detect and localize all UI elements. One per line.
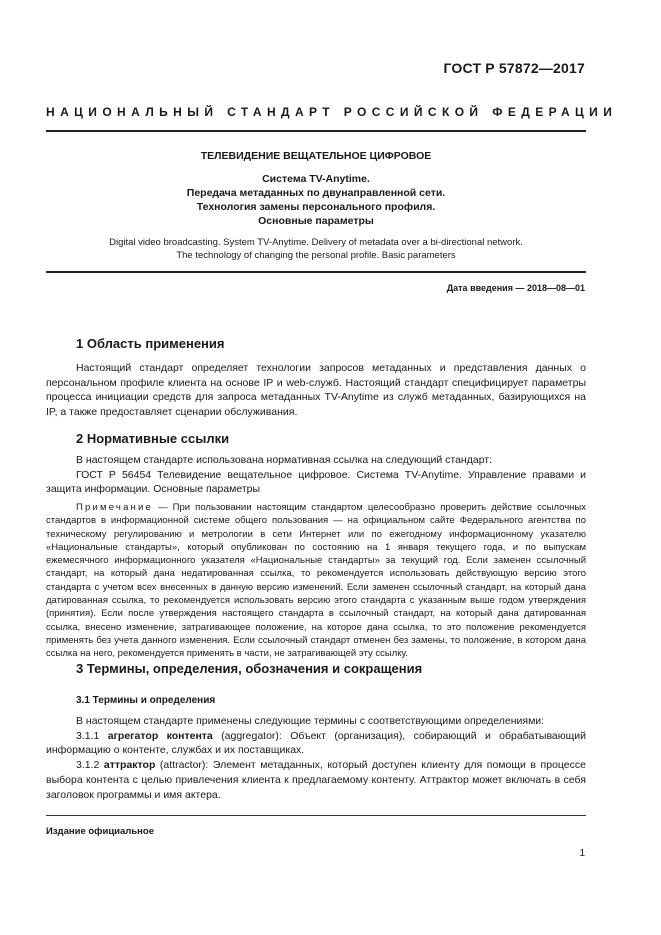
section-3-heading: 3 Термины, определения, обозначения и сокращения [76,661,423,676]
paragraph: Настоящий стандарт определяет технологии запросов метаданных и представления данных о персональном профиле клиента на основе IP и web-служб. Настоящий стандарт специфицирует параметры процесса инициации средств для запроса метаданных TV-Anytime из служб метаданных, базирующихся на IP, а также предоставляет сценарии обслуживания. [46,362,586,419]
section-3-1-heading: 3.1 Термины и определения [76,695,216,706]
en-title [46,236,586,262]
gost-number: ГОСТ Р 57872—2017 [443,60,585,76]
note-text: — При пользовании настоящим стандартом целесообразно проверить действие ссылочных стандартов в информационной системе общего пользования — на официальном сайте Федерального агентства по техническому регулированию и метрологии в сети Интернет или по ежегодному информационному указателю «Национальные стандарты», который опубликован по состоянию на 1 января текущего года, и по выпускам ежемесячного информационного указателя «Национальные стандарты» за текущий год. Если заменен ссылочный стандарт, на который дана недатированная ссылка, то рекомендуется использовать действующую версию этого стандарта с учетом всех внесенных в данную версию изменений. Если заменен ссылочный стандарт, на который дана датированная ссылка, то рекомендуется использовать версию этого стандарта с указанным выше годом утверждения (принятия). Если после утверждения настоящего стандарта в ссылочный стандарт, на который дана датированная ссылка, внесено изменение, затрагивающее положение, на которое дана ссылка, то это положение рекомендуется применять без учета данного изменения. Если ссылочный стандарт отменен без замены, то положение, в котором дана ссылка на него, рекомендуется применять в части, не затрагивающей эту ссылку. [46,502,586,660]
section-2-heading: 2 Нормативные ссылки [76,431,230,446]
term-name: аттрактор [103,759,156,772]
section-3-text [46,714,586,802]
page-number: 1 [579,848,585,859]
national-standard-title: НАЦИОНАЛЬНЫЙ СТАНДАРТ РОССИЙСКОЙ ФЕДЕРАЦИИ [46,105,618,119]
section-1-heading: 1 Область применения [76,336,225,351]
section-2-text [46,453,586,497]
ru-subtitle-line: Система TV-Anytime. [262,173,370,185]
footer-rule [46,815,586,816]
term-entry [46,729,586,758]
note-paragraph [46,501,586,661]
ru-subtitle-line: Технология замены персонального профиля. [196,201,436,213]
term-entry [46,758,586,802]
note-label: Примечание [76,502,153,513]
top-rule [46,130,586,132]
term-name: агрегатор контента [107,729,213,742]
paragraph: ГОСТ Р 56454 Телевидение вещательное цифровое. Система TV-Anytime. Управление правами и защита информации. Основные параметры [46,468,586,496]
term-number: 3.1.1 [76,729,108,742]
section-1-text [46,361,586,420]
title-rule [46,271,586,273]
ru-subtitle-line: Основные параметры [258,215,374,227]
en-title-line: The technology of changing the personal profile. Basic parameters [176,250,456,261]
ru-heading: ТЕЛЕВИДЕНИЕ ВЕЩАТЕЛЬНОЕ ЦИФРОВОЕ [200,150,432,162]
paragraph: В настоящем стандарте применены следующие термины с соответствующими определениями: [76,715,545,727]
term-number: 3.1.2 [76,759,104,772]
paragraph: В настоящем стандарте использована нормативная ссылка на следующий стандарт: [76,454,493,466]
term-definition: (aggregator): Объект (организация), собирающий и обрабатывающий информацию о контенте, службах и их поставщиках. [46,729,586,757]
term-definition: (attractor): Элемент метаданных, который доступен клиенту для помощи в процессе выбора контента с целью привлечения клиента к предлагаемому контенту. Аттрактор может включать в себя заголовок программы и имя актера. [46,759,586,801]
en-title-line: Digital video broadcasting. System TV-Anytime. Delivery of metadata over a bi-directional network. [109,237,523,248]
official-edition: Издание официальное [46,826,154,837]
ru-subtitle [46,172,586,228]
ru-subtitle-line: Передача метаданных по двунаправленной сети. [186,187,446,199]
note-block [46,501,586,661]
intro-date: Дата введения — 2018—08—01 [446,283,585,293]
